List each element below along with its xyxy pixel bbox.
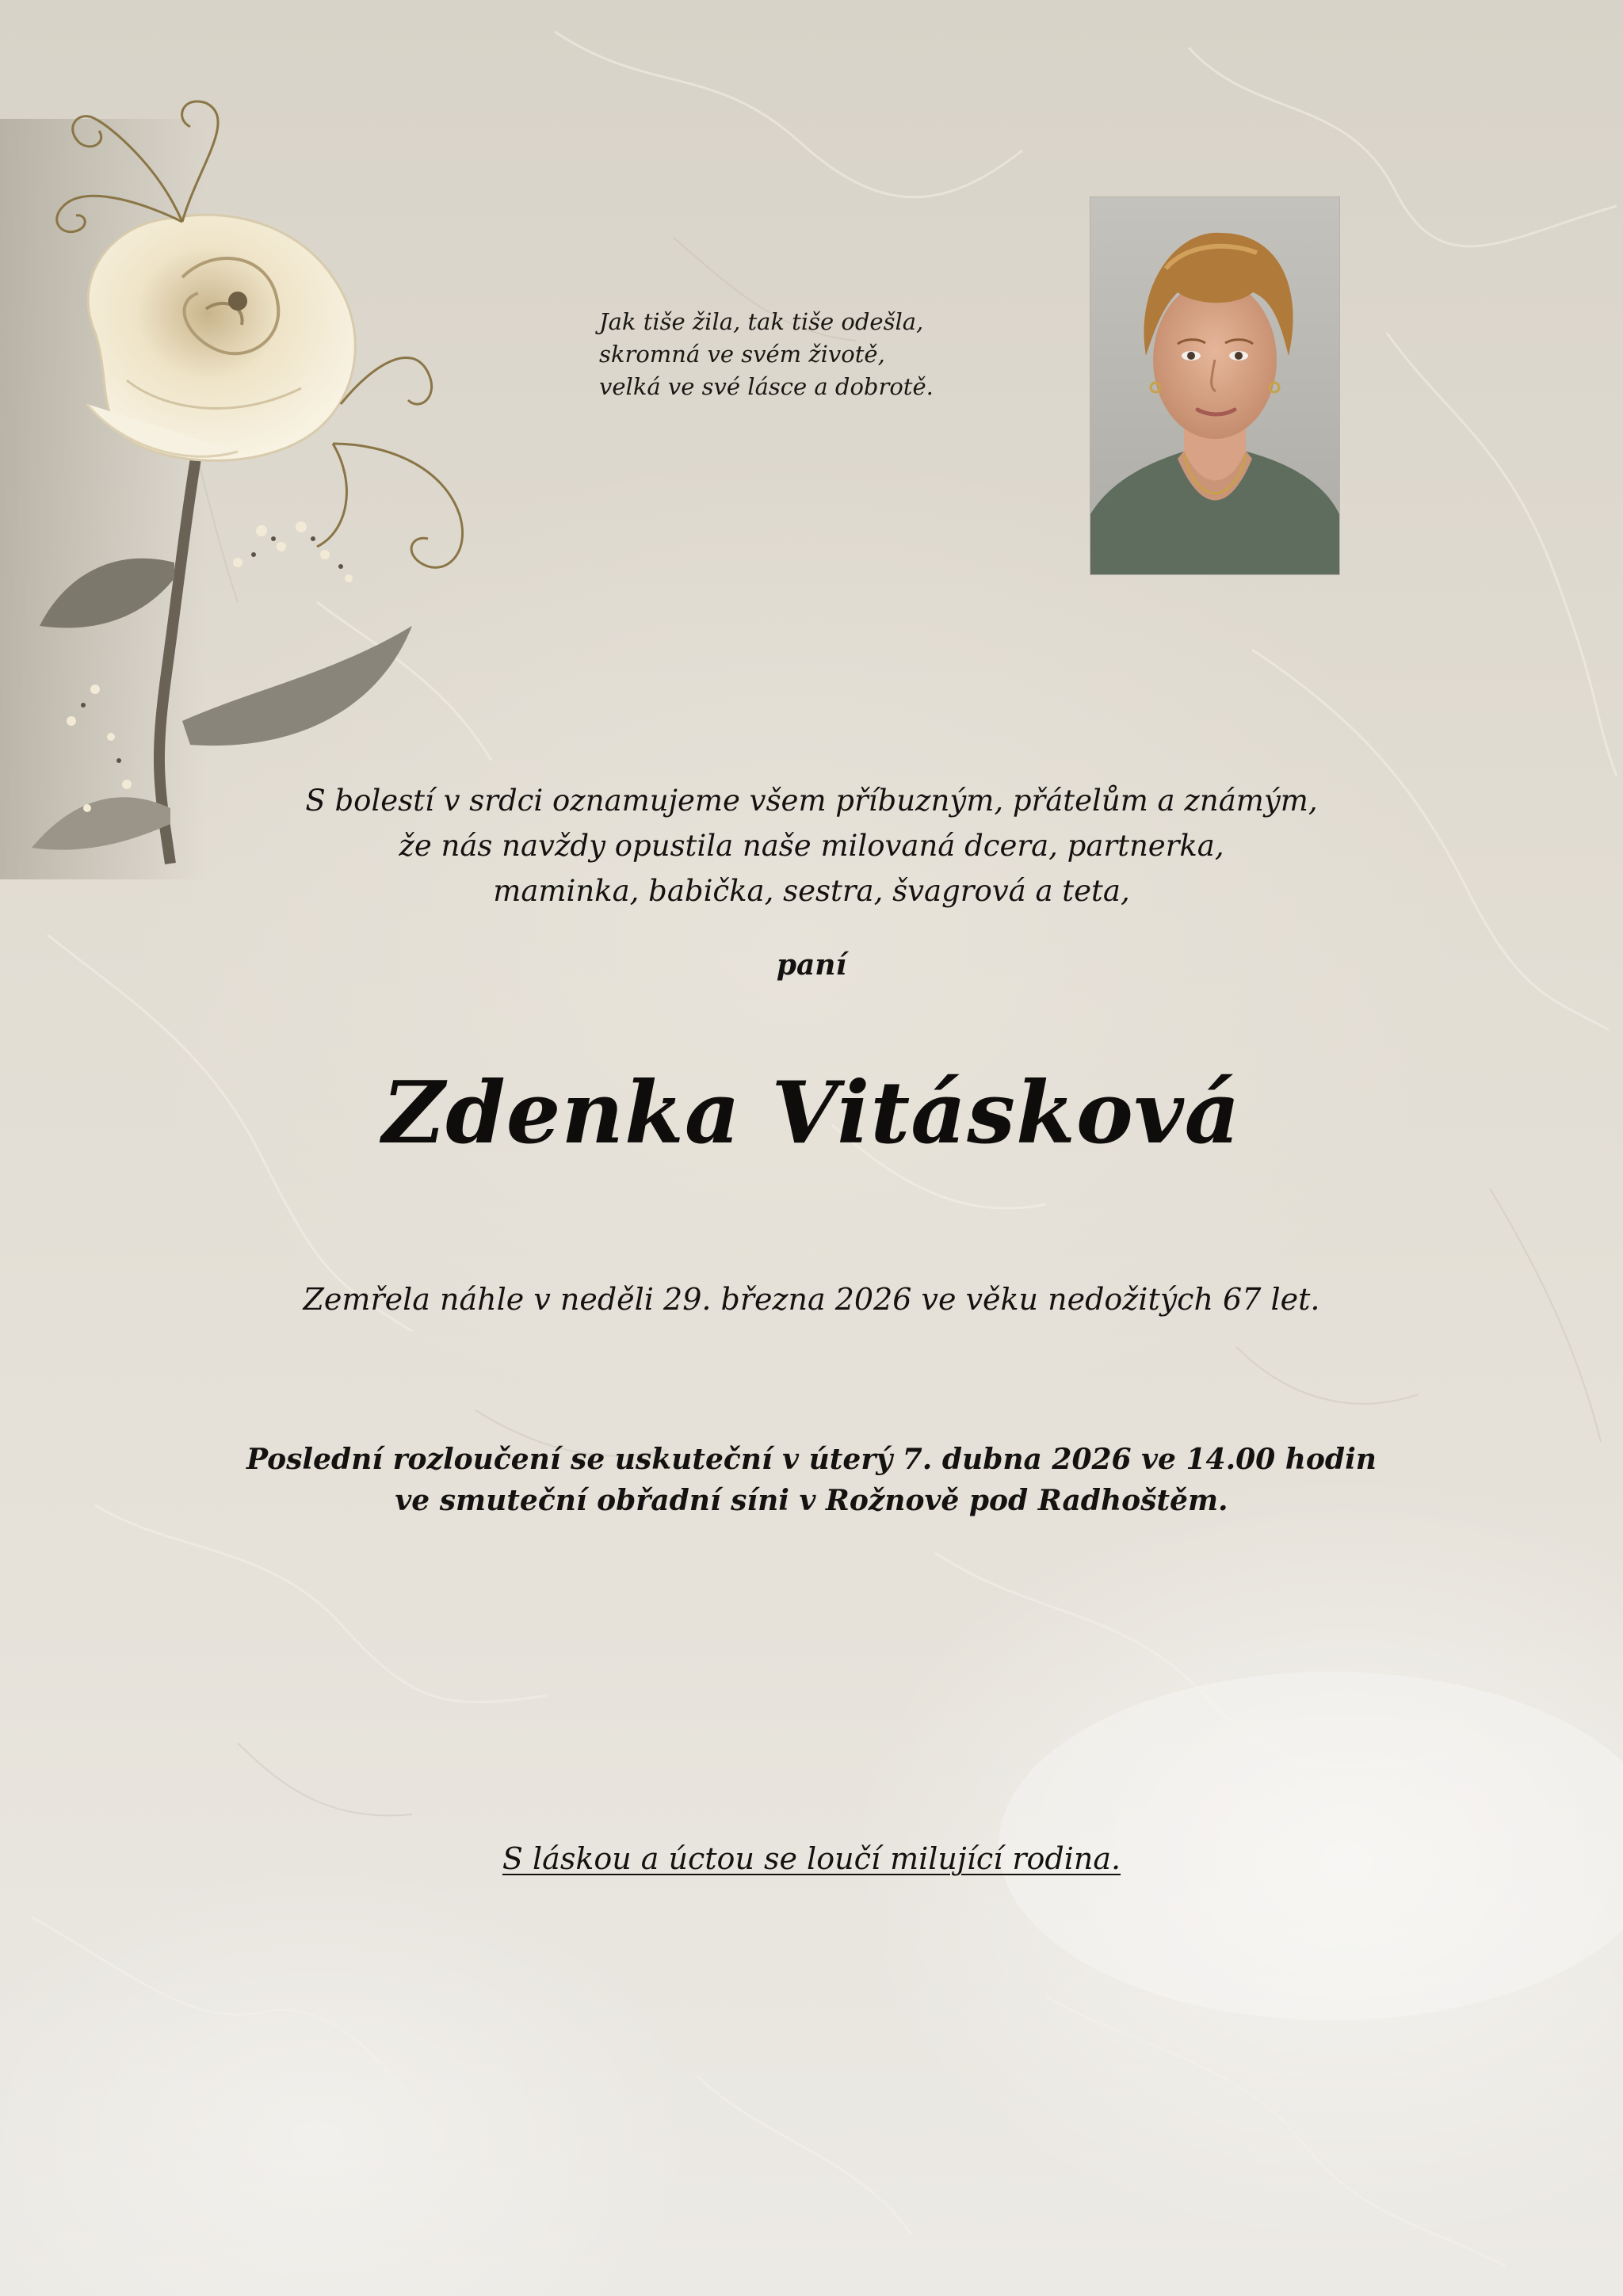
death-notice: Zemřela náhle v neděli 29. března 2026 ve věku nedožitých 67 let. xyxy=(303,1282,1320,1317)
poem-verse xyxy=(599,306,1043,403)
honorific: paní xyxy=(776,948,847,982)
poem-line: velká ve své lásce a dobrotě. xyxy=(599,373,934,400)
poem-line: skromná ve svém životě, xyxy=(599,341,885,368)
announcement-line: S bolestí v srdci oznamujeme všem příbuzným, přátelům a známým, xyxy=(305,784,1318,818)
announcement-line: maminka, babička, sestra, švagrová a teta, xyxy=(493,874,1130,908)
funeral-line: ve smuteční obřadní síni v Rožnově pod Radhoštěm. xyxy=(395,1484,1228,1517)
announcement-line: že nás navždy opustila naše milovaná dcera, partnerka, xyxy=(399,829,1224,863)
announcement-text xyxy=(178,778,1445,913)
portrait-photo xyxy=(1090,196,1340,575)
funeral-line: Poslední rozloučení se uskuteční v úterý 7. dubna 2026 ve 14.00 hodin xyxy=(246,1443,1377,1476)
deceased-name: Zdenka Vitásková xyxy=(382,1063,1241,1163)
farewell-text: S láskou a úctou se loučí milující rodina. xyxy=(502,1841,1121,1876)
family-farewell xyxy=(336,1836,1287,1881)
rose-icon xyxy=(0,71,515,895)
poem-line: Jak tiše žila, tak tiše odešla, xyxy=(599,308,924,335)
funeral-details xyxy=(178,1439,1445,1521)
